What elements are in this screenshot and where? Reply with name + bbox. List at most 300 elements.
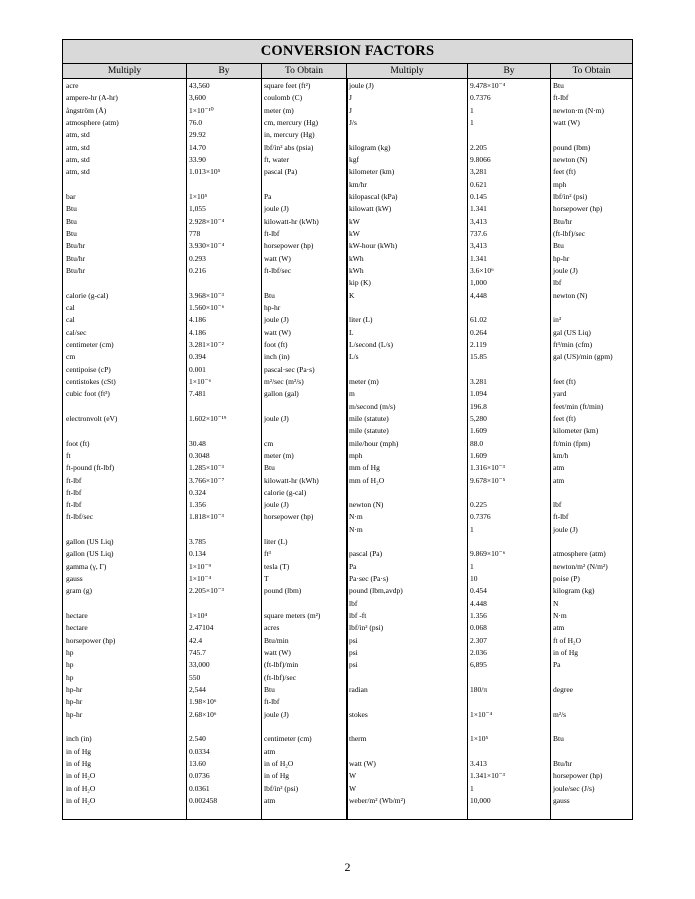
cell-multiply-right: kip (K)	[349, 278, 371, 288]
cell-multiply-left: gallon (US Liq)	[66, 549, 114, 559]
cell-to-obtain-left: ft-lbf	[264, 228, 280, 238]
cell-to-obtain-left: kilowatt-hr (kWh)	[264, 216, 319, 226]
cell-by-right: 4,448	[470, 290, 487, 300]
cell-to-obtain-left: square meters (m²)	[264, 611, 321, 621]
table-row	[63, 191, 632, 203]
table-row	[63, 388, 632, 400]
cell-multiply-left: Btu	[66, 228, 77, 238]
cell-to-obtain-right: ft/min (fpm)	[553, 438, 591, 448]
cell-to-obtain-left: ft-lbf	[264, 697, 280, 707]
cell-to-obtain-right: ft-lbf	[553, 93, 569, 103]
cell-by-left: 1.356	[189, 500, 206, 510]
cell-to-obtain-left: joule (J)	[264, 413, 289, 423]
cell-by-left: 2.68×10⁶	[189, 709, 217, 719]
cell-to-obtain-left: pound (lbm)	[264, 586, 302, 596]
cell-multiply-right: kilopascal (kPa)	[349, 191, 398, 201]
cell-to-obtain-right: Btu/hr	[553, 759, 573, 769]
cell-by-right: 0.264	[470, 327, 487, 337]
cell-multiply-right: therm	[349, 734, 367, 744]
cell-to-obtain-right: yard	[553, 389, 567, 399]
cell-by-right: 9.678×10⁻⁵	[470, 475, 506, 485]
cell-multiply-right: kilometer (km)	[349, 167, 395, 177]
cell-to-obtain-left: acres	[264, 623, 280, 633]
cell-to-obtain-left: ft-lbf/sec	[264, 265, 292, 275]
cell-to-obtain-left: hp-hr	[264, 302, 281, 312]
header-divider	[261, 64, 262, 78]
cell-by-right: 5,280	[470, 413, 487, 423]
cell-by-right: 1×10⁻⁴	[470, 709, 493, 719]
cell-to-obtain-right: horsepower (hp)	[553, 771, 603, 781]
table-row	[63, 216, 632, 228]
cell-to-obtain-left: Btu/min	[264, 635, 289, 645]
cell-to-obtain-right: Btu	[553, 734, 564, 744]
table-header	[63, 64, 632, 79]
cell-multiply-right: mile (statute)	[349, 426, 389, 436]
cell-to-obtain-right: lbf	[553, 278, 562, 288]
table-row	[63, 659, 632, 671]
cell-multiply-right: mm of H₂O	[349, 475, 385, 485]
cell-by-left: 33.90	[189, 154, 206, 164]
cell-multiply-left: ft-pound (ft-lbf)	[66, 463, 115, 473]
cell-multiply-right: N·m	[349, 512, 363, 522]
cell-by-right: 6,895	[470, 660, 487, 670]
cell-by-right: 1	[470, 783, 474, 793]
cell-to-obtain-right: gal (US)/min (gpm)	[553, 352, 613, 362]
cell-to-obtain-left: pascal (Pa)	[264, 167, 298, 177]
cell-to-obtain-right: atm	[553, 623, 565, 633]
cell-by-right: 0.7376	[470, 512, 491, 522]
cell-by-left: 2.928×10⁻⁴	[189, 216, 225, 226]
table-row	[63, 672, 632, 684]
cell-by-right: 2.036	[470, 648, 487, 658]
cell-to-obtain-left: pascal·sec (Pa·s)	[264, 364, 315, 374]
cell-by-right: 1	[470, 105, 474, 115]
table-row	[63, 770, 632, 782]
cell-by-left: 2.540	[189, 734, 206, 744]
cell-by-left: 1×10⁻¹⁰	[189, 105, 214, 115]
cell-multiply-right: psi	[349, 660, 358, 670]
cell-multiply-right: newton (N)	[349, 500, 384, 510]
cell-multiply-right: mm of Hg	[349, 463, 380, 473]
cell-multiply-right: Pa	[349, 561, 357, 571]
cell-by-right: 0.7376	[470, 93, 491, 103]
cell-to-obtain-left: in, mercury (Hg)	[264, 130, 315, 140]
cell-multiply-left: calorie (g-cal)	[66, 290, 109, 300]
cell-to-obtain-left: joule (J)	[264, 500, 289, 510]
header-to-obtain-right: To Obtain	[572, 66, 611, 76]
cell-multiply-left: hp-hr	[66, 685, 83, 695]
cell-by-right: 1×10⁵	[470, 734, 489, 744]
cell-to-obtain-left: joule (J)	[264, 709, 289, 719]
cell-by-left: 14.70	[189, 142, 206, 152]
cell-multiply-left: ft-lbf/sec	[66, 512, 94, 522]
cell-multiply-right: N·m	[349, 524, 363, 534]
cell-to-obtain-right: feet (ft)	[553, 376, 576, 386]
cell-multiply-right: J	[349, 93, 352, 103]
cell-multiply-left: Btu	[66, 204, 77, 214]
cell-to-obtain-right: atm	[553, 463, 565, 473]
cell-by-right: 1.609	[470, 426, 487, 436]
cell-to-obtain-right: atmosphere (atm)	[553, 549, 606, 559]
cell-by-left: 0.0334	[189, 746, 210, 756]
cell-to-obtain-left: coulomb (C)	[264, 93, 303, 103]
cell-multiply-left: ft	[66, 450, 71, 460]
cell-by-left: 3.930×10⁻⁴	[189, 241, 225, 251]
cell-to-obtain-right: degree	[553, 685, 573, 695]
cell-to-obtain-left: watt (W)	[264, 327, 291, 337]
cell-multiply-right: kilogram (kg)	[349, 142, 391, 152]
table-row	[63, 339, 632, 351]
cell-multiply-left: hectare	[66, 623, 88, 633]
cell-multiply-right: joule (J)	[349, 81, 374, 90]
cell-to-obtain-left: square feet (ft²)	[264, 81, 311, 90]
table-row	[63, 758, 632, 770]
cell-multiply-left: gamma (γ, Γ)	[66, 561, 107, 571]
cell-by-right: 0.225	[470, 500, 487, 510]
cell-by-right: 9.8066	[470, 154, 491, 164]
cell-by-right: 3,413	[470, 241, 487, 251]
header-by-right: By	[503, 66, 515, 76]
cell-multiply-right: mile/hour (mph)	[349, 438, 399, 448]
table-row	[63, 721, 632, 733]
cell-by-right: 10	[470, 574, 478, 584]
table-row	[63, 573, 632, 585]
cell-multiply-left: hp	[66, 672, 74, 682]
table-row	[63, 80, 632, 92]
cell-multiply-right: km/hr	[349, 179, 367, 189]
cell-multiply-left: gauss	[66, 574, 83, 584]
cell-by-right: 3,281	[470, 167, 487, 177]
cell-to-obtain-right: mph	[553, 179, 567, 189]
cell-to-obtain-right: poise (P)	[553, 574, 580, 584]
cell-by-left: 0.324	[189, 487, 206, 497]
cell-multiply-left: cubic foot (ft³)	[66, 389, 110, 399]
table-row	[63, 364, 632, 376]
cell-multiply-right: lbf	[349, 598, 358, 608]
cell-by-right: 9.869×10⁻⁶	[470, 549, 506, 559]
table-row	[63, 376, 632, 388]
cell-to-obtain-left: ft³	[264, 549, 271, 559]
table-row	[63, 635, 632, 647]
cell-multiply-left: centipoise (cP)	[66, 364, 111, 374]
cell-by-left: 1.560×10⁻⁶	[189, 302, 225, 312]
header-divider	[346, 64, 347, 78]
cell-multiply-right: kWh	[349, 253, 364, 263]
cell-by-left: 1×10⁻⁴	[189, 574, 212, 584]
cell-by-right: 3.6×10⁶	[470, 265, 494, 275]
cell-by-right: 180/π	[470, 685, 488, 695]
cell-by-left: 1×10⁻⁹	[189, 561, 212, 571]
table-row	[63, 314, 632, 326]
table-row	[63, 795, 632, 807]
cell-to-obtain-right: kilometer (km)	[553, 426, 599, 436]
table-row	[63, 401, 632, 413]
table-row	[63, 179, 632, 191]
cell-to-obtain-right: N	[553, 598, 559, 608]
cell-multiply-left: atm, std	[66, 130, 90, 140]
cell-multiply-left: hectare	[66, 611, 88, 621]
cell-to-obtain-left: cm	[264, 438, 274, 448]
cell-to-obtain-left: Btu	[264, 685, 275, 695]
table-row	[63, 524, 632, 536]
cell-multiply-left: ft-lbf	[66, 487, 82, 497]
table-row	[63, 696, 632, 708]
cell-to-obtain-left: cm, mercury (Hg)	[264, 117, 318, 127]
cell-by-right: 15.85	[470, 352, 487, 362]
cell-multiply-left: Btu/hr	[66, 265, 86, 275]
cell-to-obtain-right: gauss	[553, 796, 570, 806]
page-number: 2	[344, 860, 351, 874]
cell-by-left: 0.293	[189, 253, 206, 263]
cell-by-left: 3.968×10⁻³	[189, 290, 224, 300]
cell-by-left: 0.0361	[189, 783, 210, 793]
cell-to-obtain-right: kilogram (kg)	[553, 586, 595, 596]
cell-by-left: 0.002458	[189, 796, 218, 806]
cell-multiply-right: m/second (m/s)	[349, 401, 396, 411]
cell-multiply-left: in of Hg	[66, 759, 91, 769]
cell-to-obtain-right: ft-lbf	[553, 512, 569, 522]
table-row	[63, 203, 632, 215]
cell-by-right: 88.0	[470, 438, 484, 448]
table-row	[63, 438, 632, 450]
cell-multiply-left: in of Hg	[66, 746, 91, 756]
cell-by-left: 1,055	[189, 204, 206, 214]
cell-to-obtain-left: Btu	[264, 463, 275, 473]
header-divider	[467, 64, 468, 78]
cell-by-left: 2.47104	[189, 623, 214, 633]
cell-multiply-right: meter (m)	[349, 376, 379, 386]
cell-by-left: 778	[189, 228, 201, 238]
cell-multiply-right: J	[349, 105, 352, 115]
cell-to-obtain-right: newton·m (N·m)	[553, 105, 605, 115]
table-row	[63, 450, 632, 462]
cell-multiply-right: radian	[349, 685, 368, 695]
cell-multiply-left: centistokes (cSt)	[66, 376, 116, 386]
table-row	[63, 585, 632, 597]
cell-multiply-left: atmosphere (atm)	[66, 117, 119, 127]
cell-multiply-left: cal/sec	[66, 327, 87, 337]
cell-by-left: 1.98×10⁶	[189, 697, 217, 707]
table-row	[63, 475, 632, 487]
cell-to-obtain-right: joule (J)	[553, 524, 578, 534]
cell-to-obtain-left: liter (L)	[264, 537, 288, 547]
table-row	[63, 92, 632, 104]
cell-to-obtain-right: (ft-lbf)/sec	[553, 228, 586, 238]
cell-multiply-right: stokes	[349, 709, 368, 719]
cell-to-obtain-right: Pa	[553, 660, 561, 670]
cell-multiply-left: hp-hr	[66, 697, 83, 707]
table-row	[63, 228, 632, 240]
cell-multiply-right: psi	[349, 648, 358, 658]
cell-to-obtain-left: joule (J)	[264, 315, 289, 325]
cell-to-obtain-right: joule/sec (J/s)	[553, 783, 595, 793]
cell-by-left: 30.48	[189, 438, 206, 448]
cell-to-obtain-right: horsepower (hp)	[553, 204, 603, 214]
cell-multiply-left: cal	[66, 302, 75, 312]
cell-to-obtain-left: Pa	[264, 191, 272, 201]
cell-by-left: 29.92	[189, 130, 206, 140]
cell-by-right: 1.341×10⁻³	[470, 771, 505, 781]
cell-by-left: 0.134	[189, 549, 206, 559]
cell-to-obtain-left: in of H₂O	[264, 759, 294, 769]
table-row	[63, 536, 632, 548]
cell-by-right: 1.356	[470, 611, 487, 621]
cell-by-left: 1.285×10⁻³	[189, 463, 224, 473]
cell-multiply-left: in of H₂O	[66, 771, 96, 781]
cell-multiply-right: kW	[349, 228, 360, 238]
cell-by-right: 3.281	[470, 376, 487, 386]
table-row	[63, 709, 632, 721]
cell-by-right: 737.6	[470, 228, 487, 238]
cell-to-obtain-left: horsepower (hp)	[264, 241, 314, 251]
table-row	[63, 733, 632, 745]
cell-to-obtain-left: T	[264, 574, 269, 584]
cell-by-left: 1.818×10⁻³	[189, 512, 224, 522]
cell-by-left: 76.0	[189, 117, 203, 127]
cell-multiply-right: lbf/in² (psi)	[349, 623, 384, 633]
cell-multiply-left: hp	[66, 660, 74, 670]
cell-by-right: 1.316×10⁻³	[470, 463, 505, 473]
cell-multiply-right: kilowatt (kW)	[349, 204, 392, 214]
table-row	[63, 290, 632, 302]
cell-multiply-right: kgf	[349, 154, 359, 164]
cell-to-obtain-left: horsepower (hp)	[264, 512, 314, 522]
cell-by-right: 0.454	[470, 586, 487, 596]
cell-by-left: 1.013×10⁵	[189, 167, 221, 177]
cell-to-obtain-left: gallon (gal)	[264, 389, 299, 399]
cell-to-obtain-left: watt (W)	[264, 253, 291, 263]
cell-multiply-right: weber/m² (Wb/m²)	[349, 796, 406, 806]
table-row	[63, 647, 632, 659]
cell-to-obtain-right: feet (ft)	[553, 413, 576, 423]
cell-to-obtain-left: Btu	[264, 290, 275, 300]
cell-to-obtain-right: lbf/in² (psi)	[553, 191, 588, 201]
cell-by-right: 0.621	[470, 179, 487, 189]
cell-by-right: 3,413	[470, 216, 487, 226]
table-row	[63, 598, 632, 610]
cell-by-right: 1	[470, 117, 474, 127]
cell-multiply-right: kW	[349, 216, 360, 226]
cell-multiply-right: pascal (Pa)	[349, 549, 383, 559]
cell-multiply-left: ft-lbf	[66, 475, 82, 485]
cell-to-obtain-right: Btu	[553, 241, 564, 251]
cell-multiply-right: L	[349, 327, 354, 337]
cell-by-left: 1.602×10⁻¹⁹	[189, 413, 227, 423]
cell-to-obtain-right: feet (ft)	[553, 167, 576, 177]
table-row	[63, 105, 632, 117]
cell-by-right: 2.205	[470, 142, 487, 152]
cell-by-left: 43,560	[189, 81, 210, 90]
header-multiply-right: Multiply	[390, 66, 424, 76]
cell-by-right: 3.413	[470, 759, 487, 769]
cell-to-obtain-right: pound (lbm)	[553, 142, 591, 152]
cell-to-obtain-left: calorie (g-cal)	[264, 487, 307, 497]
cell-multiply-right: W	[349, 771, 357, 781]
cell-to-obtain-right: gal (US Liq)	[553, 327, 591, 337]
cell-by-left: 0.3048	[189, 450, 210, 460]
cell-multiply-left: ångström (Å)	[66, 105, 107, 115]
cell-by-left: 42.4	[189, 635, 203, 645]
cell-multiply-left: centimeter (cm)	[66, 339, 114, 349]
table-row	[63, 499, 632, 511]
cell-multiply-left: hp-hr	[66, 709, 83, 719]
cell-multiply-right: mph	[349, 450, 363, 460]
header-to-obtain-left: To Obtain	[284, 66, 324, 76]
cell-by-left: 7.481	[189, 389, 206, 399]
table-row	[63, 351, 632, 363]
cell-by-right: 61.02	[470, 315, 487, 325]
table-row	[63, 413, 632, 425]
cell-to-obtain-left: watt (W)	[264, 648, 291, 658]
cell-multiply-left: cal	[66, 315, 75, 325]
cell-multiply-left: inch (in)	[66, 734, 92, 744]
cell-multiply-left: Btu	[66, 216, 77, 226]
cell-by-right: 1.341	[470, 253, 487, 263]
cell-to-obtain-right: newton/m² (N/m²)	[553, 561, 608, 571]
cell-by-right: 0.145	[470, 191, 487, 201]
table-row	[63, 129, 632, 141]
cell-to-obtain-left: ft, water	[264, 154, 289, 164]
cell-by-left: 0.394	[189, 352, 206, 362]
cell-by-left: 2.205×10⁻³	[189, 586, 224, 596]
cell-to-obtain-right: ft³/min (cfm)	[553, 339, 593, 349]
cell-to-obtain-right: ft of H₂O	[553, 635, 582, 645]
cell-multiply-left: atm, std	[66, 167, 90, 177]
cell-multiply-left: bar	[66, 191, 76, 201]
cell-by-left: 550	[189, 672, 201, 682]
cell-by-left: 0.001	[189, 364, 206, 374]
table-row	[63, 327, 632, 339]
cell-to-obtain-left: (ft-lbf)/sec	[264, 672, 297, 682]
cell-multiply-right: L/s	[349, 352, 359, 362]
header-multiply-left: Multiply	[107, 66, 142, 76]
cell-by-left: 13.60	[189, 759, 206, 769]
cell-multiply-right: L/second (L/s)	[349, 339, 393, 349]
cell-by-right: 1	[470, 561, 474, 571]
cell-multiply-left: gram (g)	[66, 586, 93, 596]
cell-multiply-right: liter (L)	[349, 315, 373, 325]
cell-multiply-left: Btu/hr	[66, 241, 86, 251]
table-row	[63, 142, 632, 154]
cell-to-obtain-left: m²/sec (m²/s)	[264, 376, 304, 386]
cell-by-left: 3.281×10⁻²	[189, 339, 224, 349]
cell-multiply-left: acre	[66, 81, 79, 90]
cell-multiply-left: atm, std	[66, 154, 90, 164]
cell-by-right: 196.8	[470, 401, 487, 411]
cell-by-left: 0.216	[189, 265, 206, 275]
cell-multiply-right: J/s	[349, 117, 357, 127]
table-row	[63, 487, 632, 499]
cell-to-obtain-right: in of Hg	[553, 648, 578, 658]
cell-by-left: 3.766×10⁻⁷	[189, 475, 225, 485]
cell-to-obtain-left: inch (in)	[264, 352, 290, 362]
table-row	[63, 253, 632, 265]
cell-to-obtain-left: joule (J)	[264, 204, 289, 214]
cell-multiply-left: hp	[66, 648, 74, 658]
cell-by-right: 4.448	[470, 598, 487, 608]
cell-to-obtain-right: newton (N)	[553, 154, 588, 164]
table-row	[63, 425, 632, 437]
cell-multiply-right: kWh	[349, 265, 364, 275]
cell-multiply-right: psi	[349, 635, 358, 645]
cell-to-obtain-left: foot (ft)	[264, 339, 288, 349]
cell-by-right: 1	[470, 524, 474, 534]
cell-by-left: 33,000	[189, 660, 210, 670]
cell-to-obtain-left: centimeter (cm)	[264, 734, 312, 744]
cell-multiply-right: lbf -ft	[349, 611, 367, 621]
cell-to-obtain-left: meter (m)	[264, 450, 294, 460]
cell-multiply-right: mile (statute)	[349, 413, 389, 423]
